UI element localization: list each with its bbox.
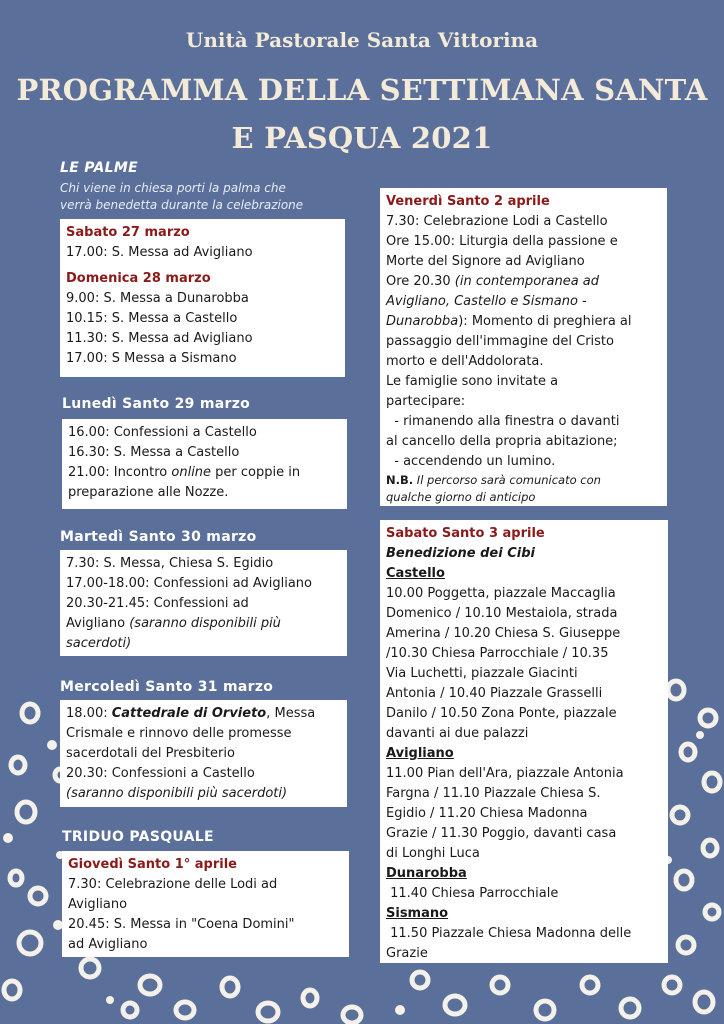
list-item: Via Luchetti, piazzale Giacinti [386, 666, 578, 681]
list-item: 16.30: S. Messa a Castello [68, 445, 240, 460]
list-item: Crismale e rinnovo delle promesse [66, 726, 292, 741]
list-item: partecipare: [386, 394, 466, 409]
benedizione-subtitle: Benedizione dei Cibi [386, 546, 535, 561]
list-item: 17.00: S Messa a Sismano [66, 351, 237, 366]
item-text: Avigliano [66, 616, 130, 631]
list-item: di Longhi Luca [386, 846, 480, 861]
list-item: 20.30-21.45: Confessioni ad [66, 596, 249, 611]
list-item: 7.30: S. Messa, Chiesa S. Egidio [66, 556, 274, 571]
list-item: Grazie [386, 946, 428, 961]
list-item: /10.30 Chiesa Parrocchiale / 10.35 [386, 646, 609, 661]
nb-text: Il percorso sarà comunicato con [413, 473, 601, 487]
list-item: morto e dell'Addolorata. [386, 354, 544, 369]
list-item: preparazione alle Nozze. [68, 485, 229, 500]
palme-note-line-1: Chi viene in chiesa porti la palma che [60, 181, 286, 195]
list-item: 10.00 Poggetta, piazzale Maccaglia [386, 586, 616, 601]
palme-note-line-2: verrà benedetta durante la celebrazione [60, 198, 304, 212]
item-note: (saranno disponibili più [129, 616, 281, 631]
mercoledi-title: Mercoledì Santo 31 marzo [60, 679, 274, 695]
item-text: 18.00: [66, 706, 112, 721]
list-item: 9.00: S. Messa a Dunarobba [66, 291, 249, 306]
list-item: 11.50 Piazzale Chiesa Madonna delle [386, 926, 632, 941]
list-item: 20.30: Confessioni a Castello [66, 766, 255, 781]
sabato-santo-box [380, 520, 668, 963]
castello-label: Castello [386, 566, 445, 581]
list-item: - rimanendo alla finestra o davanti [386, 414, 620, 429]
lunedi-box [62, 419, 347, 509]
list-item: Le famiglie sono invitate a [386, 374, 559, 389]
list-item: 7.30: Celebrazione delle Lodi ad [68, 877, 278, 892]
list-item [386, 312, 661, 332]
list-item: Morte del Signore ad Avigliano [386, 254, 585, 269]
venerdi-box [380, 188, 667, 506]
item-text: Ore 20.30 [386, 274, 455, 289]
dunarobba-label: Dunarobba [386, 866, 467, 881]
palme-note [60, 180, 303, 214]
list-item: 7.30: Celebrazione Lodi a Castello [386, 214, 608, 229]
sismano-label: Sismano [386, 906, 449, 921]
item-note: Dunarobba [386, 314, 459, 329]
list-item: Egidio / 11.20 Chiesa Madonna [386, 806, 588, 821]
list-item: 17.00: S. Messa ad Avigliano [66, 245, 253, 260]
list-item: 10.15: S. Messa a Castello [66, 311, 238, 326]
list-item [66, 704, 341, 724]
triduo-label: TRIDUO PASQUALE [62, 829, 214, 845]
list-item: al cancello della propria abitazione; [386, 434, 618, 449]
list-item: sacerdoti) [66, 636, 132, 651]
list-item: Fargna / 11.10 Piazzale Chiesa S. [386, 786, 601, 801]
mercoledi-box [60, 700, 347, 807]
list-item: Danilo / 10.50 Zona Ponte, piazzale [386, 706, 617, 721]
list-item: sacerdotali del Presbiterio [66, 746, 235, 761]
sabato-santo-title: Sabato Santo 3 aprile [386, 526, 545, 541]
item-text: , Messa [266, 706, 316, 721]
list-item: 11.30: S. Messa ad Avigliano [66, 331, 253, 346]
giovedi-title: Giovedì Santo 1° aprile [68, 857, 237, 872]
list-item: Grazie / 11.30 Poggio, davanti casa [386, 826, 617, 841]
list-item: Ore 15.00: Liturgia della passione e [386, 234, 618, 249]
avigliano-label: Avigliano [386, 746, 454, 761]
palme-label: LE PALME [60, 160, 138, 176]
giovedi-box [62, 851, 349, 957]
item-note: (in contemporanea ad [454, 274, 600, 289]
list-item: Antonia / 10.40 Piazzale Grasselli [386, 686, 603, 701]
palme-box [60, 219, 345, 377]
list-item: (saranno disponibili più sacerdoti) [66, 786, 288, 801]
item-text: 21.00: Incontro [68, 465, 172, 480]
list-item: 20.45: S. Messa in "Coena Domini" [68, 917, 295, 932]
list-item: Amerina / 10.20 Chiesa S. Giuseppe [386, 626, 621, 641]
title-line-1: PROGRAMMA DELLA SETTIMANA SANTA [16, 73, 708, 107]
list-item: passaggio dell'immagine del Cristo [386, 334, 614, 349]
list-item: 16.00: Confessioni a Castello [68, 425, 257, 440]
nb-label: N.B. [386, 473, 414, 487]
page-title [0, 66, 724, 162]
item-online: online [171, 465, 212, 480]
list-item: - accendendo un lumino. [386, 454, 556, 469]
list-item: Domenico / 10.10 Mestaiola, strada [386, 606, 618, 621]
nb-note [386, 472, 661, 489]
lunedi-title: Lunedì Santo 29 marzo [62, 396, 251, 412]
list-item [66, 614, 341, 634]
domenica-28-title: Domenica 28 marzo [66, 271, 211, 286]
list-item [386, 272, 661, 292]
list-item: Avigliano, Castello e Sismano - [386, 294, 587, 309]
item-text: per coppie in [211, 465, 301, 480]
item-cathedral: Cattedrale di Orvieto [111, 706, 267, 721]
item-text: ): Momento di preghiera al [458, 314, 632, 329]
sabato-27-title: Sabato 27 marzo [66, 225, 190, 240]
nb-text: qualche giorno di anticipo [386, 490, 536, 504]
martedi-box [60, 550, 347, 656]
list-item: ad Avigliano [68, 937, 148, 952]
list-item: 11.00 Pian dell'Ara, piazzale Antonia [386, 766, 624, 781]
martedi-title: Martedì Santo 30 marzo [60, 529, 257, 545]
venerdi-title: Venerdì Santo 2 aprile [386, 194, 550, 209]
title-line-2: E PASQUA 2021 [231, 121, 493, 155]
parish-unit-name: Unità Pastorale Santa Vittorina [185, 28, 539, 52]
list-item: davanti ai due palazzi [386, 726, 529, 741]
list-item: 11.40 Chiesa Parrocchiale [386, 886, 559, 901]
list-item [68, 463, 341, 483]
list-item: 17.00-18.00: Confessioni ad Avigliano [66, 576, 312, 591]
list-item: Avigliano [68, 897, 128, 912]
